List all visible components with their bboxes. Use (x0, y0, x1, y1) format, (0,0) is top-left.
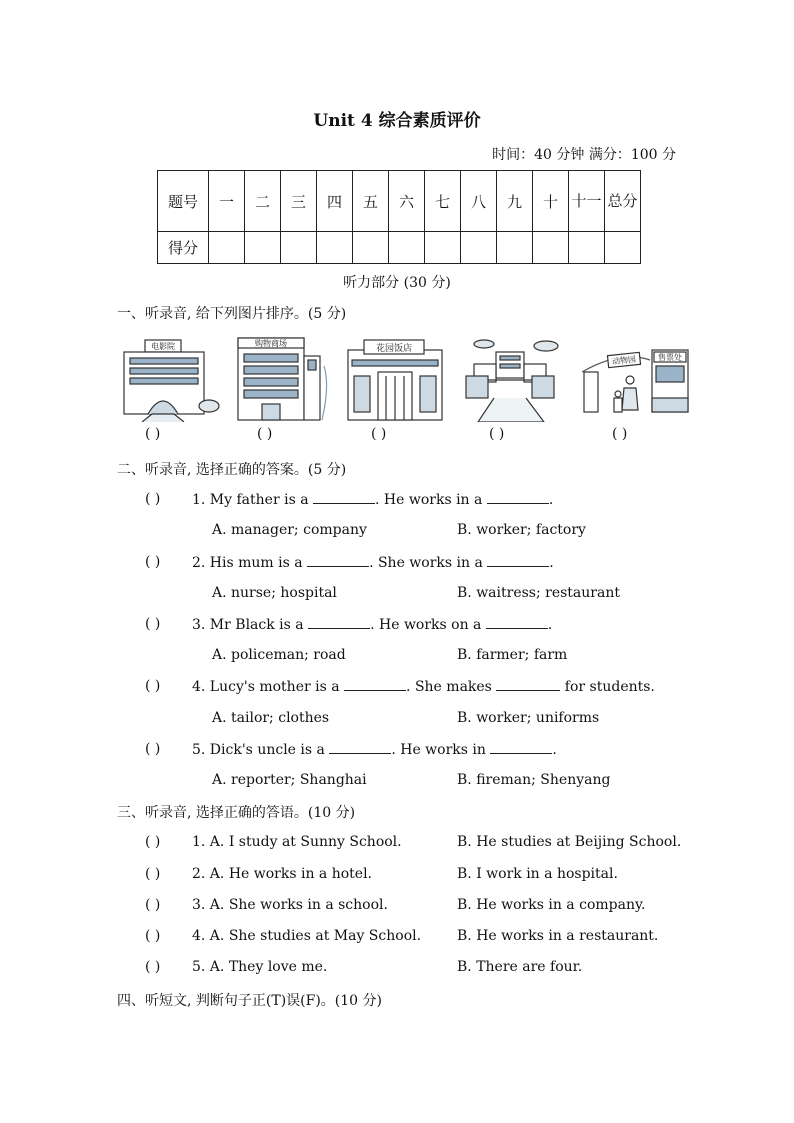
hotel-sign: 花园饭店 (375, 344, 413, 354)
option-b: B. fireman; Shenyang (457, 772, 611, 788)
score-table-header-row (158, 171, 641, 232)
score-cell: 七 (425, 171, 461, 232)
answer-paren[interactable]: ( ) (145, 897, 161, 913)
answer-blank[interactable] (344, 678, 406, 691)
option-b: B. waitress; restaurant (457, 585, 620, 601)
cinema-sign: 电影院 (151, 342, 175, 351)
score-input-cell[interactable] (389, 232, 425, 264)
answer-paren[interactable]: ( ) (145, 959, 161, 975)
score-input-cell[interactable] (353, 232, 389, 264)
score-input-cell[interactable] (209, 232, 245, 264)
score-cell: 总分 (605, 171, 641, 232)
score-cell: 十一 (569, 171, 605, 232)
section1-heading: 一、听录音, 给下列图片排序。(5 分) (117, 306, 347, 322)
question-text: 5. Dick's uncle is a . He works in . (192, 742, 557, 758)
score-cell: 二 (245, 171, 281, 232)
score-label: 得分 (158, 232, 209, 264)
score-cell: 六 (389, 171, 425, 232)
score-table (157, 170, 641, 264)
question-text: 1. My father is a . He works in a . (192, 492, 554, 508)
answer-blank[interactable] (313, 491, 375, 504)
option-a: 4. A. She studies at May School. (192, 928, 422, 944)
score-input-cell[interactable] (533, 232, 569, 264)
score-input-cell[interactable] (245, 232, 281, 264)
section3-heading: 三、听录音, 选择正确的答语。(10 分) (117, 805, 356, 821)
score-input-cell[interactable] (425, 232, 461, 264)
option-a: 1. A. I study at Sunny School. (192, 834, 402, 850)
score-cell: 三 (281, 171, 317, 232)
listening-subtitle: 听力部分 (30 分) (343, 275, 451, 291)
answer-paren[interactable]: ( ) (145, 491, 161, 507)
option-b: B. He works in a restaurant. (457, 928, 659, 944)
school-building-icon (460, 336, 570, 422)
score-cell: 五 (353, 171, 389, 232)
option-b: B. I work in a hospital. (457, 866, 618, 882)
answer-paren[interactable]: ( ) (145, 554, 161, 570)
option-b: B. worker; uniforms (457, 710, 600, 726)
answer-blank[interactable] (487, 491, 549, 504)
picture-answer-paren[interactable]: ( ) (371, 426, 387, 442)
ticket-sign: 售票处 (658, 353, 682, 362)
score-cell: 八 (461, 171, 497, 232)
option-b: B. farmer; farm (457, 647, 568, 663)
score-cell: 四 (317, 171, 353, 232)
zoo-icon (580, 336, 690, 422)
score-cell: 十 (533, 171, 569, 232)
option-a: A. nurse; hospital (212, 585, 337, 601)
score-input-cell[interactable] (605, 232, 641, 264)
option-b: B. He studies at Beijing School. (457, 834, 682, 850)
mall-sign: 购物商场 (255, 339, 287, 348)
picture-answer-paren[interactable]: ( ) (145, 426, 161, 442)
garden-hotel-icon (344, 336, 454, 422)
answer-blank[interactable] (496, 678, 560, 691)
zoo-sign: 动物园 (611, 354, 637, 367)
shopping-mall-icon (232, 336, 342, 422)
picture-answer-paren[interactable]: ( ) (612, 426, 628, 442)
option-a: A. reporter; Shanghai (212, 772, 367, 788)
picture-answer-paren[interactable]: ( ) (257, 426, 273, 442)
score-input-cell[interactable] (317, 232, 353, 264)
score-cell: 一 (209, 171, 245, 232)
option-a: A. policeman; road (212, 647, 346, 663)
answer-blank[interactable] (308, 616, 370, 629)
option-a: A. tailor; clothes (212, 710, 330, 726)
option-b: B. worker; factory (457, 522, 586, 538)
option-a: 3. A. She works in a school. (192, 897, 388, 913)
score-input-cell[interactable] (281, 232, 317, 264)
score-input-cell[interactable] (461, 232, 497, 264)
cinema-icon (112, 336, 222, 422)
answer-blank[interactable] (329, 741, 391, 754)
question-text: 3. Mr Black is a . He works on a . (192, 617, 553, 633)
option-b: B. He works in a company. (457, 897, 646, 913)
answer-paren[interactable]: ( ) (145, 678, 161, 694)
score-cell: 题号 (158, 171, 209, 232)
option-a: A. manager; company (212, 522, 367, 538)
score-table-score-row (158, 232, 641, 264)
answer-paren[interactable]: ( ) (145, 834, 161, 850)
picture-answer-paren[interactable]: ( ) (489, 426, 505, 442)
option-a: 5. A. They love me. (192, 959, 328, 975)
answer-paren[interactable]: ( ) (145, 616, 161, 632)
answer-blank[interactable] (486, 616, 548, 629)
answer-paren[interactable]: ( ) (145, 866, 161, 882)
score-input-cell[interactable] (569, 232, 605, 264)
answer-blank[interactable] (307, 554, 369, 567)
answer-blank[interactable] (490, 741, 552, 754)
section2-heading: 二、听录音, 选择正确的答案。(5 分) (117, 462, 347, 478)
question-text: 4. Lucy's mother is a . She makes for students. (192, 679, 655, 695)
answer-paren[interactable]: ( ) (145, 741, 161, 757)
answer-blank[interactable] (487, 554, 549, 567)
option-b: B. There are four. (457, 959, 583, 975)
section4-heading: 四、听短文, 判断句子正(T)误(F)。(10 分) (117, 993, 382, 1009)
option-a: 2. A. He works in a hotel. (192, 866, 373, 882)
score-cell: 九 (497, 171, 533, 232)
answer-paren[interactable]: ( ) (145, 928, 161, 944)
page-title: Unit 4 综合素质评价 (313, 111, 481, 131)
time-info: 时间：40 分钟 满分：100 分 (492, 147, 676, 163)
score-input-cell[interactable] (497, 232, 533, 264)
question-text: 2. His mum is a . She works in a . (192, 555, 554, 571)
